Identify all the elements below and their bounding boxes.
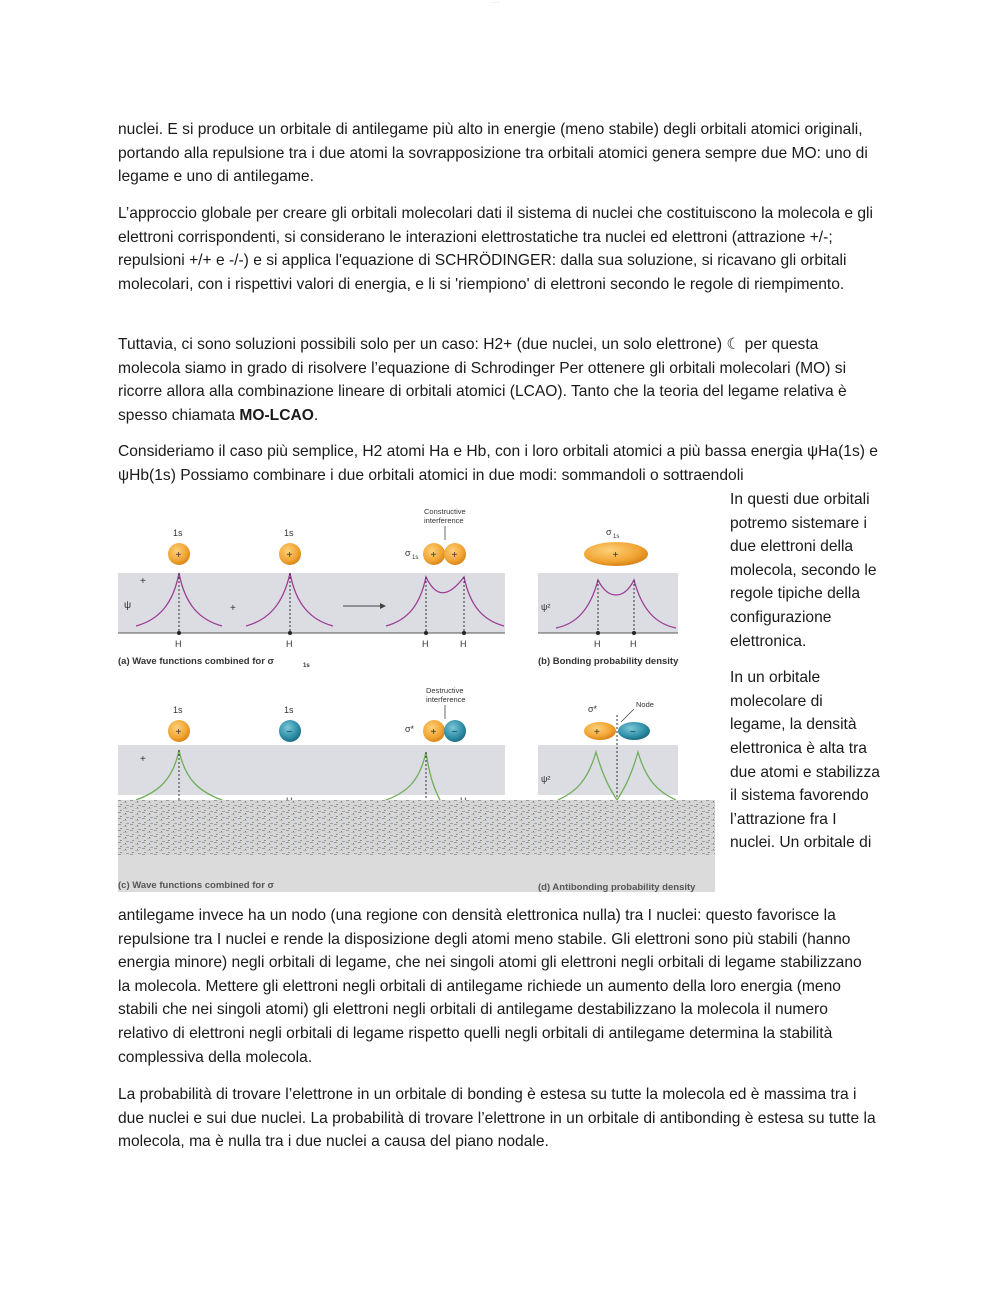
orbital-sign: + [175,727,182,738]
sigma-star-label: σ* [588,704,598,714]
paragraph-text: Consideriamo il caso più semplice, H2 atomi Ha e Hb, con i loro orbitali atomici a più bassa energia ψHa(1s) e ψHb(1s) Possiamo combinare i due orbitali atomici in due modi: sommandoli o sottraendoli [118,443,878,484]
orbital-1s-label: 1s [173,705,183,715]
paragraph-global-approach [118,202,878,296]
nucleus-h-label: H [175,639,182,649]
panel-b [538,527,679,667]
side-column-text [730,488,880,868]
paragraph-text: nuclei. E si produce un orbitale di antilegame più alto in energie (meno stabile) degli orbitali atomici originali, portando alla repulsione tra i due atomi la sovrapposizione tra orbitali atomici genera sempre due MO: uno di legame e uno di antilegame. [118,121,868,186]
bold-term-mo-lcao: MO-LCAO [239,406,314,424]
psi-axis-label: ψ [124,600,132,611]
destructive-label: Destructive [426,686,464,695]
nucleus-h-label: H [422,639,429,649]
psi-squared-label: ψ² [541,602,551,612]
paragraph-text [118,333,878,427]
orbital-sign: + [430,550,437,561]
orbital-sign: + [175,550,182,561]
node-label: Node [636,700,654,709]
plus-sign: + [140,576,146,587]
orbital-1s-label: 1s [284,528,294,538]
sigma-label: σ [405,548,411,558]
caption-a-subscript: 1s [303,663,310,669]
molecular-orbital-figure [118,500,715,892]
figure-svg [118,500,715,892]
nucleus-h-label: H [594,639,601,649]
psi-squared-label: ψ² [541,774,551,784]
image-artifact-band [118,800,715,855]
side-paragraph-2: In un orbitale molecolare di legame, la densità elettronica è alta tra due atomi e stabilizza il sistema favorendo l’attrazione fra I nuclei. Un orbitale di [730,669,880,852]
paragraph-antibonding-intro [118,118,878,189]
interference-label: interference [424,516,464,525]
caption-a: (a) Wave functions combined for σ [118,656,275,667]
paragraph-probability [118,1083,878,1154]
paragraph-lcao [118,333,878,427]
paragraph-h2-case [118,440,878,487]
orbital-sign: − [451,727,458,738]
orbital-1s-label: 1s [173,528,183,538]
header-mark: ··· ··· [490,0,500,5]
caption-c: (c) Wave functions combined for σ [118,880,275,891]
panel-d [538,700,678,800]
orbital-sign: + [612,550,619,561]
orbital-sign: + [451,550,458,561]
panel-c [118,686,505,806]
nucleus-h-label: H [630,639,637,649]
plus-sign: + [140,754,146,765]
antibonding-lobe-plus [584,722,616,740]
sigma-label: σ [606,527,612,537]
paragraph-text: L’approccio globale per creare gli orbitali molecolari dati il sistema di nuclei che costituiscono la molecola e gli elettroni corrispondenti, si considerano le interazioni elettrostatiche tra nuclei ed elettroni (attrazione +/-; repulsioni +/+ e -/-) e si applica l'equazione di SCHRÖDINGER: dalla sua soluzione, si ricavano gli orbitali molecolari, con i rispettivi valori di energia, e li si 'riempiono' di elettroni secondo le regole di riempimento. [118,205,873,293]
plus-operator: + [230,603,236,614]
orbital-sign: − [286,727,293,738]
nucleus-h-label: H [460,639,467,649]
sigma-star-label: σ* [405,724,415,734]
orbital-sign: + [286,550,293,561]
paragraph-antibonding-node [118,904,878,1069]
nucleus-h-label: H [286,639,293,649]
caption-b: (b) Bonding probability density [538,656,679,667]
text-span: . [313,406,319,424]
panel-a [118,507,505,669]
text-span: Tuttavia, ci sono soluzioni possibili solo per un caso: H2+ (due nuclei, un solo elettrone) ☾ per questa molecola siamo in grado di risolvere l’equazione di Schrodinger Per ottenere gli orbitali molecolari (MO) si ricorre allora alla combinazione lineare di orbitali atomici (LCAO). Tanto che la teoria del legame relativa è spesso chiamata [118,336,847,424]
orbital-1s-label: 1s [284,705,294,715]
sigma-subscript: 1s [412,555,419,561]
orbital-sign: − [630,727,636,738]
constructive-label: Constructive [424,507,466,516]
orbital-sign: + [594,727,600,738]
orbital-sign: + [430,727,437,738]
caption-d: (d) Antibonding probability density [538,882,696,892]
sigma-subscript: 1s [613,534,620,540]
paragraph-text: antilegame invece ha un nodo (una regione con densità elettronica nulla) tra I nuclei: questo favorisce la repulsione tra I nuclei e rende la disposizione degli atomi meno stabile. Gli elettroni sono più stabili (hanno energia minore) negli orbitali di legame, che nei singoli atomi gli elettroni negli orbitali di legame stabilizzano la molecola. Mettere gli elettroni negli orbitali di antilegame richiede un aumento della loro energia (meno stabili che nei singoli atomi) gli elettroni negli orbitali di antilegame destabilizzano la molecola il numero relativo di elettroni negli orbitali di legame rispetto quelli negli orbitali di antilegame determina la stabilità complessiva della molecola. [118,907,862,1066]
interference-label: interference [426,695,466,704]
side-paragraph-1: In questi due orbitali potremo sistemare i due elettroni della molecola, secondo le regole tipiche della configurazione elettronica. [730,491,877,650]
paragraph-text: La probabilità di trovare l’elettrone in un orbitale di bonding è estesa su tutte la molecola ed è massima tra i due nuclei e sui due nuclei. La probabilità di trovare l’elettrone in un orbitale di antibonding è estesa su tutte la molecola, ma è nulla tra i due nuclei a causa del piano nodale. [118,1086,876,1151]
